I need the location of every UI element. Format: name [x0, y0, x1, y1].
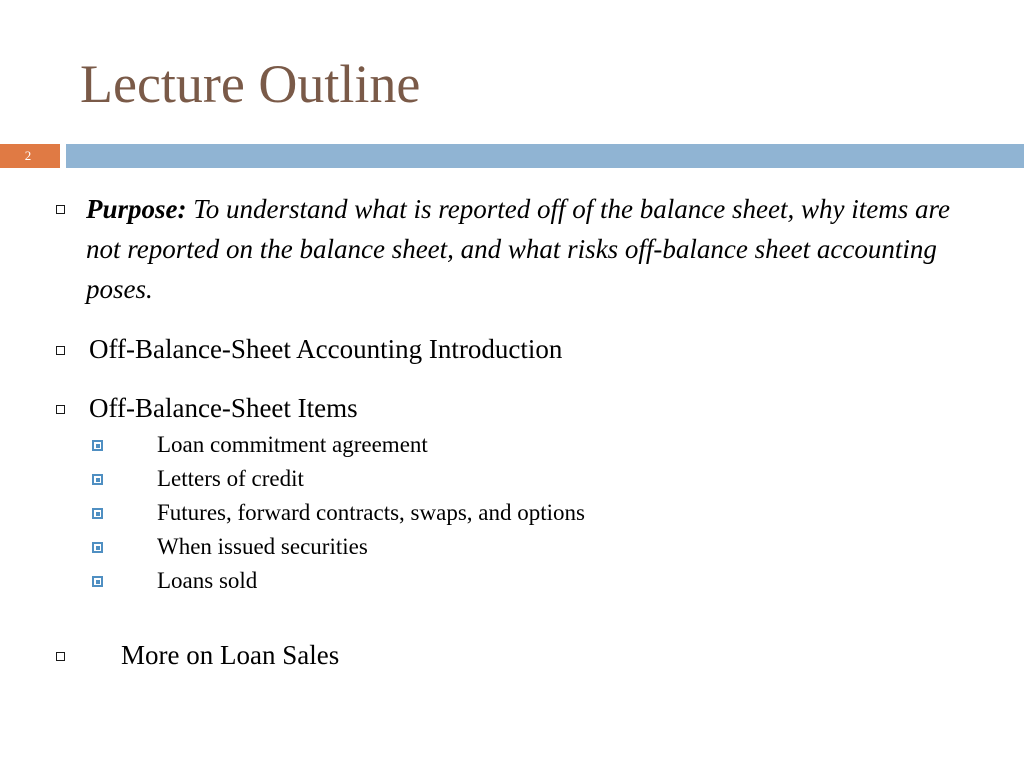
- square-bullet-icon: [56, 405, 65, 414]
- purpose-text: To understand what is reported off of the balance sheet, why items are not reported on the balance sheet, and what risks off-balance sheet accounting poses.: [86, 194, 950, 304]
- sub-item-loan-commitment: Loan commitment agreement: [157, 432, 428, 457]
- square-bullet-icon: [56, 205, 65, 214]
- slide-number: 2: [24, 148, 32, 163]
- title-divider-bar: [0, 144, 1024, 168]
- square-sub-bullet-icon: [92, 474, 103, 485]
- square-bullet-icon: [56, 346, 65, 355]
- square-sub-bullet-icon: [92, 542, 103, 553]
- square-sub-bullet-icon: [92, 576, 103, 587]
- purpose-label: Purpose:: [86, 194, 187, 224]
- sub-item-loans-sold: Loans sold: [157, 568, 258, 593]
- slide-title: Lecture Outline: [80, 54, 421, 114]
- outline-item-items: Off-Balance-Sheet Items: [89, 393, 358, 423]
- outline-item-loan-sales: More on Loan Sales: [121, 640, 340, 670]
- sub-item-when-issued: When issued securities: [157, 534, 368, 559]
- square-sub-bullet-icon: [92, 440, 103, 451]
- square-sub-bullet-icon: [92, 508, 103, 519]
- slide-number-badge: [0, 144, 60, 168]
- sub-item-derivatives: Futures, forward contracts, swaps, and options: [157, 500, 585, 525]
- square-bullet-icon: [56, 652, 65, 661]
- outline-item-introduction: Off-Balance-Sheet Accounting Introduction: [89, 334, 563, 364]
- purpose-paragraph: [86, 189, 986, 309]
- sub-item-letters-of-credit: Letters of credit: [157, 466, 304, 491]
- divider-bar-main: [66, 144, 1024, 168]
